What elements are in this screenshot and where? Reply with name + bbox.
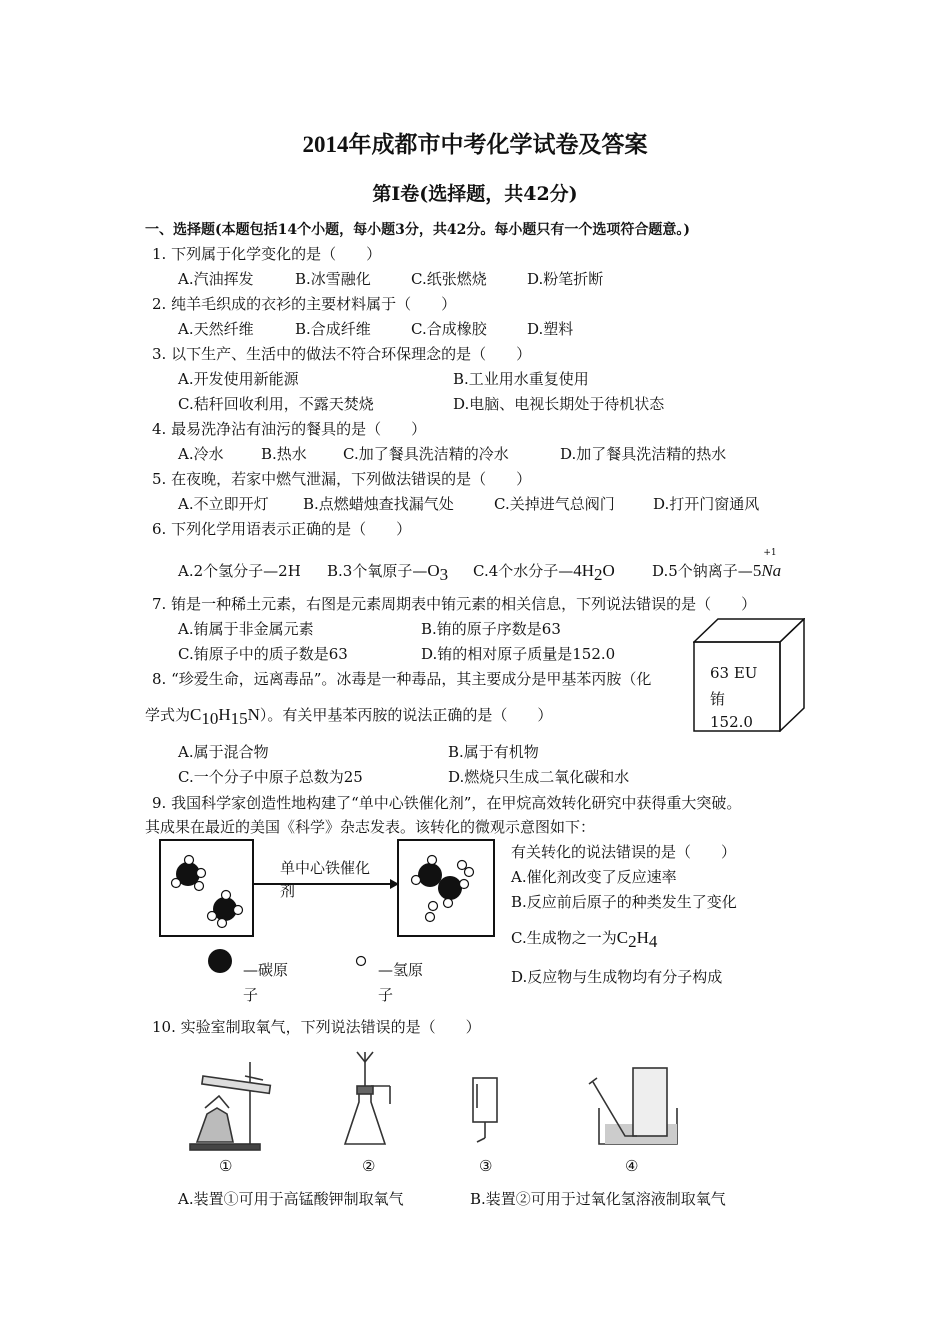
question-6-stem: 6. 下列化学用语表示正确的是（ ） xyxy=(152,520,412,538)
q5-option-b: B.点燃蜡烛查找漏气处 xyxy=(303,495,454,513)
q8-option-d: D.燃烧只生成二氧化碳和水 xyxy=(448,768,630,786)
q4-option-a: A.冷水 xyxy=(178,445,224,463)
q5-option-c: C.关掉进气总阀门 xyxy=(494,495,615,513)
q2-option-c: C.合成橡胶 xyxy=(411,320,487,338)
question-8-stem: 8. “珍爱生命，远离毒品”。冰毒是一种毒品，其主要成分是甲基苯丙胺（化 xyxy=(152,670,652,688)
hydrogen-atom-legend-icon xyxy=(354,954,368,968)
question-4-stem: 4. 最易洗净沾有油污的餐具的是（ ） xyxy=(152,420,427,438)
q3-option-a: A.开发使用新能源 xyxy=(178,370,299,388)
q9-option-b: B.反应前后原子的种类发生了变化 xyxy=(511,893,737,911)
apparatus-label-4: ④ xyxy=(625,1157,639,1175)
q1-option-b: B.冰雪融化 xyxy=(295,270,371,288)
arrow-label: 单中心铁催化 xyxy=(280,859,371,877)
q6-option-d: D.5个钠离子—5Na +1 xyxy=(652,548,782,580)
q1-option-d: D.粉笔折断 xyxy=(527,270,604,288)
element-number-symbol: 63 EU xyxy=(710,664,758,682)
q6-option-c: C.4个水分子$—4H_2O$ xyxy=(473,561,615,584)
question-10-stem: 10. 实验室制取氧气，下列说法错误的是（ ） xyxy=(152,1018,481,1036)
q2-option-b: B.合成纤维 xyxy=(295,320,371,338)
methane-molecule-2 xyxy=(208,891,243,928)
q3-option-c: C.秸秆回收利用，不露天焚烧 xyxy=(178,395,374,413)
question-9-stem-cont: 其成果在最近的美国《科学》杂志发表。该转化的微观示意图如下： xyxy=(145,818,596,836)
reaction-diagram xyxy=(158,838,503,940)
q6-option-a: A.2个氢分子—2H xyxy=(178,562,301,580)
question-1-stem: 1. 下列属于化学变化的是（ ） xyxy=(152,245,382,263)
hydrogen-molecule-2 xyxy=(426,902,438,922)
q7-option-a: A.铕属于非金属元素 xyxy=(178,620,314,638)
page-title: 2014年成都市中考化学试卷及答案 xyxy=(302,132,648,157)
question-7-stem: 7. 铕是一种稀土元素，右图是元素周期表中铕元素的相关信息，下列说法错误的是（ ） xyxy=(152,595,757,613)
q7-option-b: B.铕的原子序数是63 xyxy=(421,620,561,638)
q8-option-c: C.一个分子中原子总数为25 xyxy=(178,768,363,786)
q9-option-d: D.反应物与生成物均有分子构成 xyxy=(511,968,723,986)
q8-option-b: B.属于有机物 xyxy=(448,743,539,761)
apparatus-label-1: ① xyxy=(219,1157,233,1175)
element-name: 铕 xyxy=(710,690,726,708)
q1-option-c: C.纸张燃烧 xyxy=(411,270,487,288)
apparatus-label-2: ② xyxy=(362,1157,376,1175)
q4-option-d: D.加了餐具洗洁精的热水 xyxy=(560,445,727,463)
apparatus-4 xyxy=(589,1068,677,1144)
q2-option-a: A.天然纤维 xyxy=(178,320,254,338)
arrow-label-cont: 剂 xyxy=(280,882,296,900)
element-mass: 152.0 xyxy=(710,713,753,731)
q9-option-a: A.催化剂改变了反应速率 xyxy=(511,868,677,886)
apparatus-label-3: ③ xyxy=(479,1157,493,1175)
q9-option-c: C.生成物之一为$C_2H_4$ xyxy=(511,928,658,951)
q6-option-b: B.3个氧原子$—O_3$ xyxy=(327,561,449,584)
question-9-stem: 9. 我国科学家创造性地构建了“单中心铁催化剂”，在甲烷高效转化研究中获得重大突破。 xyxy=(152,794,742,812)
q10-option-a: A.装置①可用于高锰酸钾制取氧气 xyxy=(178,1190,404,1208)
apparatus-figures xyxy=(185,1048,685,1154)
section-subtitle: 第Ⅰ卷(选择题，共42分) xyxy=(372,183,578,205)
q10-option-b: B.装置②可用于过氧化氢溶液制取氧气 xyxy=(470,1190,726,1208)
hydrogen-molecule-1 xyxy=(458,861,474,877)
carbon-atom-legend-icon xyxy=(205,948,235,978)
legend-hydrogen-label-cont: 子 xyxy=(378,986,394,1004)
q8-option-a: A.属于混合物 xyxy=(178,743,269,761)
apparatus-1 xyxy=(190,1062,270,1150)
apparatus-2 xyxy=(345,1052,390,1144)
q7-option-d: D.铕的相对原子质量是152.0 xyxy=(421,645,616,663)
legend-hydrogen-label: —氢原 xyxy=(378,961,424,979)
section-heading: 一、选择题(本题包括14个小题，每小题3分，共42分。每小题只有一个选项符合题意。) xyxy=(145,222,690,238)
q2-option-d: D.塑料 xyxy=(527,320,574,338)
q3-option-b: B.工业用水重复使用 xyxy=(453,370,589,388)
q7-option-c: C.铕原子中的质子数是63 xyxy=(178,645,348,663)
question-8-stem-cont: 学式为$C_{10}H_{15}N$）。有关甲基苯丙胺的说法正确的是（ ） xyxy=(145,705,553,728)
q1-option-a: A.汽油挥发 xyxy=(178,270,254,288)
charge-superscript: +1 xyxy=(763,548,777,558)
methane-molecule-1 xyxy=(172,856,206,891)
question-5-stem: 5. 在夜晚，若家中燃气泄漏，下列做法错误的是（ ） xyxy=(152,470,532,488)
question-2-stem: 2. 纯羊毛织成的衣衫的主要材料属于（ ） xyxy=(152,295,457,313)
q3-option-d: D.电脑、电视长期处于待机状态 xyxy=(453,395,665,413)
reactant-box xyxy=(160,840,253,936)
q4-option-c: C.加了餐具洗洁精的冷水 xyxy=(343,445,509,463)
q5-option-d: D.打开门窗通风 xyxy=(653,495,760,513)
legend-carbon-label: —碳原 xyxy=(243,961,289,979)
q5-option-a: A.不立即开灯 xyxy=(178,495,269,513)
question-3-stem: 3. 以下生产、生活中的做法不符合环保理念的是（ ） xyxy=(152,345,532,363)
apparatus-3 xyxy=(473,1078,497,1142)
legend-carbon-label-cont: 子 xyxy=(243,986,259,1004)
question-9-question: 有关转化的说法错误的是（ ） xyxy=(511,843,737,861)
q4-option-b: B.热水 xyxy=(261,445,307,463)
